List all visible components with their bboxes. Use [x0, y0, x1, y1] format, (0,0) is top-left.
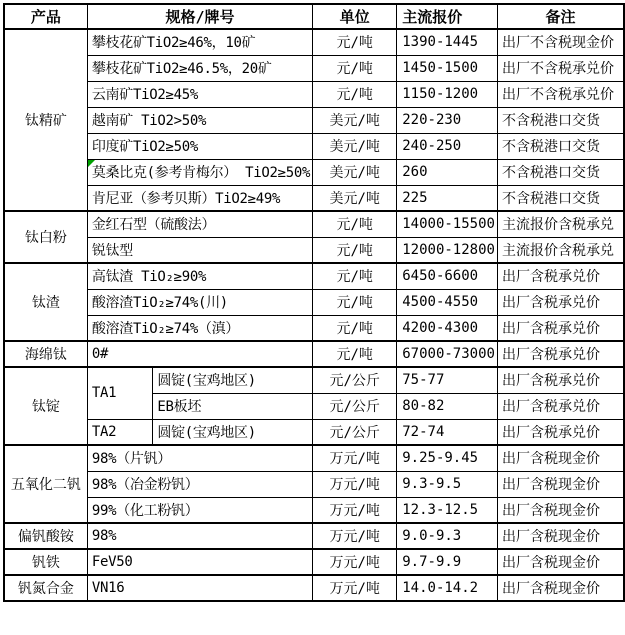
- spec-cell: 98%: [87, 523, 312, 549]
- spec-grade-cell: TA1: [87, 367, 153, 419]
- price-cell: 4500-4550: [397, 289, 498, 315]
- note-cell: 出厂含税现金价: [497, 549, 624, 575]
- price-cell: 6450-6600: [397, 263, 498, 289]
- table-row: [4, 55, 624, 81]
- note-cell: 出厂不含税承兑价: [497, 55, 624, 81]
- spec-cell: 越南矿 TiO2>50%: [87, 107, 312, 133]
- unit-cell: 万元/吨: [313, 471, 397, 497]
- price-cell: 72-74: [397, 419, 498, 445]
- spec-cell: 酸溶渣TiO₂≥74%(川): [87, 289, 312, 315]
- note-cell: 出厂含税现金价: [497, 445, 624, 471]
- spec-cell: 莫桑比克(参考肯梅尔） TiO2≥50%: [87, 159, 312, 185]
- header-row: [4, 4, 624, 29]
- unit-cell: 万元/吨: [313, 445, 397, 471]
- header-price: 主流报价: [397, 4, 498, 29]
- unit-cell: 元/吨: [313, 81, 397, 107]
- product-cell: 钛渣: [4, 263, 87, 341]
- note-cell: 不含税港口交货: [497, 133, 624, 159]
- product-cell: 五氧化二钒: [4, 445, 87, 523]
- comment-flag-icon: [88, 160, 95, 167]
- price-cell: 260: [397, 159, 498, 185]
- spec-cell: 攀枝花矿TiO2≥46%，10矿: [87, 29, 312, 55]
- spec-cell: 酸溶渣TiO₂≥74%（滇）: [87, 315, 312, 341]
- note-cell: 出厂含税承兑价: [497, 315, 624, 341]
- price-cell: 4200-4300: [397, 315, 498, 341]
- table-row: [4, 81, 624, 107]
- table-header: [4, 4, 624, 29]
- note-cell: 出厂含税现金价: [497, 471, 624, 497]
- product-cell: 钛白粉: [4, 211, 87, 263]
- unit-cell: 万元/吨: [313, 549, 397, 575]
- table-row: [4, 471, 624, 497]
- price-cell: 1390-1445: [397, 29, 498, 55]
- price-cell: 1450-1500: [397, 55, 498, 81]
- note-cell: 出厂不含税承兑价: [497, 81, 624, 107]
- spec-cell: 高钛渣 TiO₂≥90%: [87, 263, 312, 289]
- note-cell: 出厂含税承兑价: [497, 263, 624, 289]
- unit-cell: 元/公斤: [313, 419, 397, 445]
- spec-cell: VN16: [87, 575, 312, 601]
- price-cell: 1150-1200: [397, 81, 498, 107]
- price-table-body: [4, 29, 624, 601]
- price-cell: 12000-12800: [397, 237, 498, 263]
- table-row: [4, 367, 624, 393]
- spec-shape-cell: 圆锭(宝鸡地区): [153, 367, 313, 393]
- note-cell: 出厂含税承兑价: [497, 341, 624, 367]
- unit-cell: 元/吨: [313, 289, 397, 315]
- unit-cell: 元/吨: [313, 211, 397, 237]
- price-table: [3, 3, 625, 602]
- price-cell: 75-77: [397, 367, 498, 393]
- product-cell: 钒铁: [4, 549, 87, 575]
- unit-cell: 元/吨: [313, 55, 397, 81]
- price-cell: 220-230: [397, 107, 498, 133]
- note-cell: 主流报价含税承兑: [497, 237, 624, 263]
- table-row: [4, 549, 624, 575]
- price-cell: 80-82: [397, 393, 498, 419]
- table-row: [4, 523, 624, 549]
- spec-cell: 锐钛型: [87, 237, 312, 263]
- header-product: 产品: [4, 4, 87, 29]
- note-cell: 出厂含税现金价: [497, 523, 624, 549]
- table-row: [4, 29, 624, 55]
- spec-cell: 0#: [87, 341, 312, 367]
- table-row: [4, 237, 624, 263]
- note-cell: 出厂含税现金价: [497, 497, 624, 523]
- note-cell: 主流报价含税承兑: [497, 211, 624, 237]
- table-row: [4, 419, 624, 445]
- table-row: [4, 575, 624, 601]
- table-row: [4, 497, 624, 523]
- price-cell: 14.0-14.2: [397, 575, 498, 601]
- table-row: [4, 107, 624, 133]
- price-cell: 225: [397, 185, 498, 211]
- price-cell: 12.3-12.5: [397, 497, 498, 523]
- product-cell: 偏钒酸铵: [4, 523, 87, 549]
- spec-grade-cell: TA2: [87, 419, 153, 445]
- unit-cell: 元/公斤: [313, 367, 397, 393]
- table-row: [4, 211, 624, 237]
- unit-cell: 美元/吨: [313, 185, 397, 211]
- unit-cell: 元/吨: [313, 341, 397, 367]
- unit-cell: 元/吨: [313, 237, 397, 263]
- unit-cell: 万元/吨: [313, 497, 397, 523]
- header-note: 备注: [497, 4, 624, 29]
- price-cell: 9.25-9.45: [397, 445, 498, 471]
- note-cell: 出厂含税承兑价: [497, 367, 624, 393]
- note-cell: 出厂含税承兑价: [497, 289, 624, 315]
- table-row: [4, 133, 624, 159]
- unit-cell: 美元/吨: [313, 133, 397, 159]
- spec-shape-cell: 圆锭(宝鸡地区): [153, 419, 313, 445]
- spec-cell: 金红石型（硫酸法）: [87, 211, 312, 237]
- spec-cell: 攀枝花矿TiO2≥46.5%，20矿: [87, 55, 312, 81]
- header-spec: 规格/牌号: [87, 4, 312, 29]
- product-cell: 钛锭: [4, 367, 87, 445]
- note-cell: 不含税港口交货: [497, 107, 624, 133]
- table-row: [4, 289, 624, 315]
- table-row: [4, 341, 624, 367]
- note-cell: 不含税港口交货: [497, 159, 624, 185]
- table-row: [4, 315, 624, 341]
- table-row: [4, 185, 624, 211]
- price-cell: 9.0-9.3: [397, 523, 498, 549]
- unit-cell: 元/公斤: [313, 393, 397, 419]
- unit-cell: 万元/吨: [313, 523, 397, 549]
- note-cell: 出厂不含税现金价: [497, 29, 624, 55]
- price-cell: 67000-73000: [397, 341, 498, 367]
- unit-cell: 元/吨: [313, 29, 397, 55]
- price-cell: 240-250: [397, 133, 498, 159]
- product-cell: 钛精矿: [4, 29, 87, 211]
- spec-cell: 99%（化工粉钒）: [87, 497, 312, 523]
- unit-cell: 美元/吨: [313, 159, 397, 185]
- spec-cell: 98%（片钒）: [87, 445, 312, 471]
- spec-cell: 98%（冶金粉钒）: [87, 471, 312, 497]
- table-row: [4, 263, 624, 289]
- unit-cell: 元/吨: [313, 263, 397, 289]
- price-cell: 14000-15500: [397, 211, 498, 237]
- note-cell: 出厂含税现金价: [497, 575, 624, 601]
- unit-cell: 元/吨: [313, 315, 397, 341]
- spec-cell: FeV50: [87, 549, 312, 575]
- unit-cell: 万元/吨: [313, 575, 397, 601]
- unit-cell: 美元/吨: [313, 107, 397, 133]
- price-cell: 9.3-9.5: [397, 471, 498, 497]
- note-cell: 不含税港口交货: [497, 185, 624, 211]
- table-row: [4, 159, 624, 185]
- spec-shape-cell: EB板坯: [153, 393, 313, 419]
- spec-cell: 印度矿TiO2≥50%: [87, 133, 312, 159]
- header-unit: 单位: [313, 4, 397, 29]
- note-cell: 出厂含税承兑价: [497, 419, 624, 445]
- product-cell: 钒氮合金: [4, 575, 87, 601]
- price-cell: 9.7-9.9: [397, 549, 498, 575]
- table-row: [4, 445, 624, 471]
- spec-cell: 肯尼亚（参考贝斯）TiO2≥49%: [87, 185, 312, 211]
- note-cell: 出厂含税承兑价: [497, 393, 624, 419]
- product-cell: 海绵钛: [4, 341, 87, 367]
- spec-cell: 云南矿TiO2≥45%: [87, 81, 312, 107]
